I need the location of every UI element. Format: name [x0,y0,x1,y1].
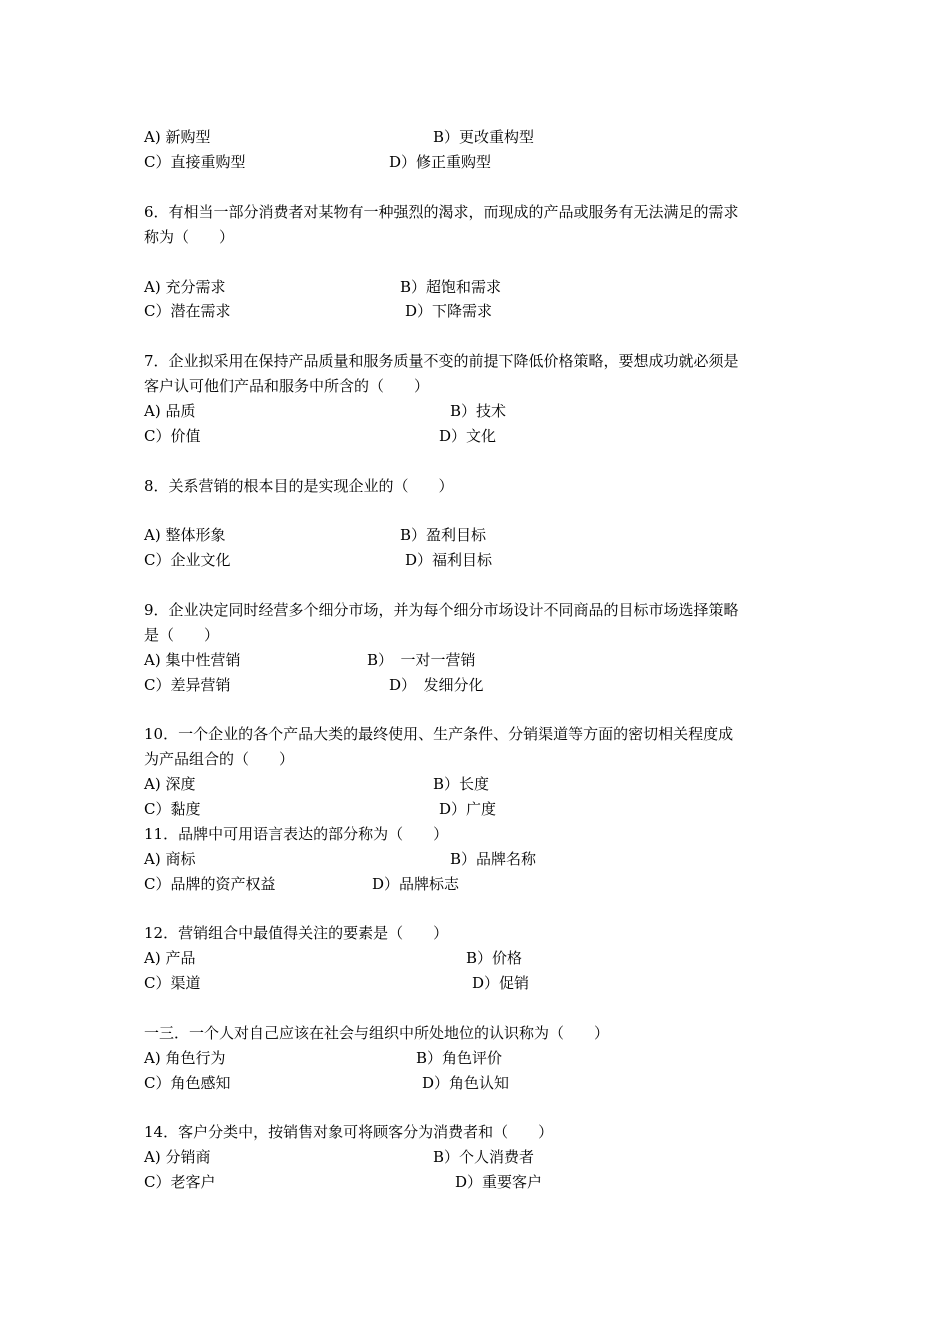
option-a: A) 商标 [144,850,196,868]
question-text: 一三．一个人对自己应该在社会与组织中所处地位的认识称为（ ） [144,1024,610,1042]
option-b: B）超饱和需求 [400,278,502,296]
option-b: B）长度 [433,775,490,793]
option-d: D）福利目标 [405,551,493,569]
option-b: B）角色评价 [416,1049,503,1067]
option-b: B）品牌名称 [450,850,537,868]
option-c: C）直接重购型 [144,153,246,171]
option-b: B）更改重构型 [433,128,535,146]
option-c: C）老客户 [144,1173,216,1191]
option-a: A) 整体形象 [144,526,226,544]
option-d: D）重要客户 [455,1173,543,1191]
option-c: C）品牌的资产权益 [144,875,276,893]
option-c: C）价值 [144,427,201,445]
option-b: B） 一对一营销 [367,651,476,669]
question-text: 8．关系营销的根本目的是实现企业的（ ） [144,477,454,495]
option-b: B）盈利目标 [400,526,487,544]
option-c: C）角色感知 [144,1074,231,1092]
question-text: 客户认可他们产品和服务中所含的（ ） [144,377,430,395]
question-text: 称为（ ） [144,228,235,246]
question-text: 6．有相当一部分消费者对某物有一种强烈的渴求，而现成的产品或服务有无法满足的需求 [144,203,739,221]
option-a: A) 产品 [144,949,196,967]
option-a: A) 品质 [144,402,196,420]
option-d: D）文化 [439,427,497,445]
option-d: D）品牌标志 [372,875,460,893]
question-text: 为产品组合的（ ） [144,750,295,768]
option-a: A) 新购型 [144,128,211,146]
option-d: D） 发细分化 [389,676,484,694]
option-d: D）下降需求 [405,302,493,320]
question-text: 12．营销组合中最值得关注的要素是（ ） [144,924,449,942]
option-c: C）差异营销 [144,676,231,694]
option-c: C）潜在需求 [144,302,231,320]
option-b: B）个人消费者 [433,1148,535,1166]
option-a: A) 深度 [144,775,196,793]
option-a: A) 分销商 [144,1148,211,1166]
question-text: 11．品牌中可用语言表达的部分称为（ ） [144,825,449,843]
option-d: D）修正重购型 [389,153,492,171]
question-text: 14．客户分类中，按销售对象可将顾客分为消费者和（ ） [144,1123,554,1141]
option-d: D）促销 [472,974,530,992]
option-a: A) 集中性营销 [144,651,241,669]
option-d: D）角色认知 [422,1074,510,1092]
option-c: C）渠道 [144,974,201,992]
question-text: 9．企业决定同时经营多个细分市场，并为每个细分市场设计不同商品的目标市场选择策略 [144,601,739,619]
option-b: B）技术 [450,402,507,420]
option-d: D）广度 [439,800,497,818]
option-c: C）企业文化 [144,551,231,569]
option-b: B）价格 [466,949,523,967]
question-text: 是（ ） [144,626,220,644]
option-c: C）黏度 [144,800,201,818]
option-a: A) 角色行为 [144,1049,226,1067]
question-text: 10．一个企业的各个产品大类的最终使用、生产条件、分销渠道等方面的密切相关程度成 [144,725,734,743]
question-text: 7．企业拟采用在保持产品质量和服务质量不变的前提下降低价格策略，要想成功就必须是 [144,352,739,370]
option-a: A) 充分需求 [144,278,226,296]
